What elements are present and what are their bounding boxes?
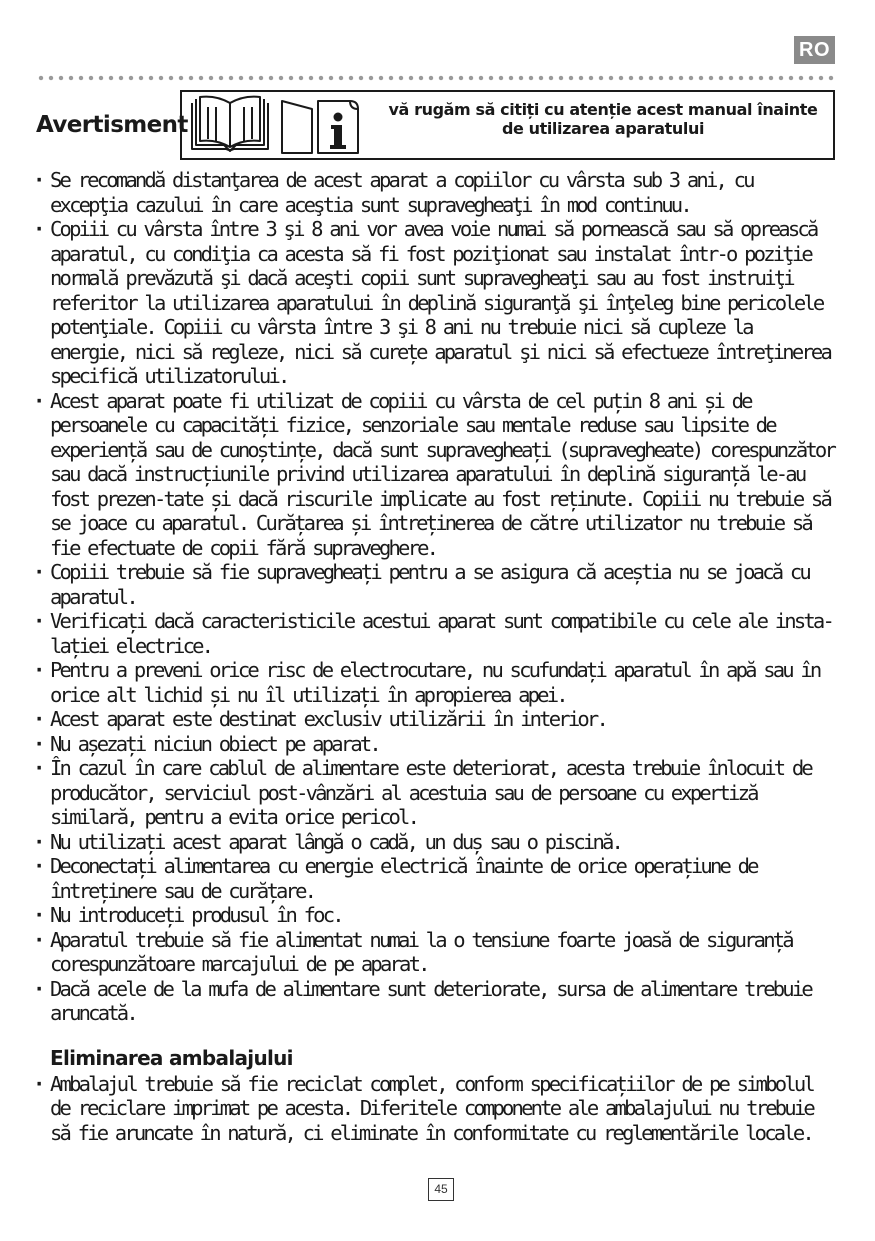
safety-item: · Aparatul trebuie să fie alimentat numai la o tensiune foarte joasă de siguranță corespunzătoare marcajului de pe aparat. xyxy=(36,928,836,977)
packaging-item: · Ambalajul trebuie să fie reciclat complet, conform specificațiilor de pe simbolul de reciclare imprimat pe acesta. Diferitele componente ale ambalajului nu trebuie să fie aruncate în natură, ci eliminate în conformitate cu reglementările locale. xyxy=(36,1072,836,1146)
warning-note-line2: de utilizarea aparatului xyxy=(501,119,705,138)
packaging-list xyxy=(36,1072,836,1146)
safety-item: · Pentru a preveni orice risc de electrocutare, nu scufundați aparatul în apă sau în orice alt lichid și nu îl utilizați în apropierea apei. xyxy=(36,658,836,707)
page-number: 45 xyxy=(428,1178,454,1201)
safety-item: · În cazul în care cablul de alimentare este deteriorat, acesta trebuie înlocuit de producător, serviciul post-vânzări al acestuia sau de persoane cu expertiză similară, pentru a evita orice pericol. xyxy=(36,756,836,830)
safety-item: · Nu utilizați acest aparat lângă o cadă, un duș sau o piscină. xyxy=(36,830,836,855)
info-manual-icon xyxy=(278,95,364,160)
dotted-divider xyxy=(36,75,836,81)
safety-list xyxy=(36,168,836,1026)
safety-item: · Deconectați alimentarea cu energie electrică înainte de orice operațiune de întreținere sau de curățare. xyxy=(36,854,836,903)
safety-item: · Copiii cu vârsta între 3 şi 8 ani vor avea voie numai să pornească sau să oprească aparatul, cu condiţia ca acesta să fi fost poziţionat sau instalat într-o poziţie normală prevăzută şi dacă aceşti copii sunt supravegheaţi sau au fost instruiţi referitor la utilizarea aparatului în deplină siguranţă şi înţeleg bine pericolele potenţiale. Copiii cu vârsta între 3 şi 8 ani nu trebuie nici să cupleze la energie, nici să regleze, nici să curețe aparatul şi nici să efectueze întreţinerea specifică utilizatorului. xyxy=(36,217,836,389)
safety-item: · Se recomandă distanţarea de acest aparat a copiilor cu vârsta sub 3 ani, cu excepţia cazului în care aceştia sunt supravegheaţi în mod continuu. xyxy=(36,168,836,217)
packaging-section-title: Eliminarea ambalajului xyxy=(50,1045,293,1070)
safety-item: · Acest aparat poate fi utilizat de copiii cu vârsta de cel puțin 8 ani și de persoanele cu capacități fizice, senzoriale sau mentale reduse sau lipsite de experiență sau de cunoștințe, dacă sunt supravegheați (supravegheate) corespunzător sau dacă instrucțiunile privind utilizarea aparatului în deplină siguranță le-au fost prezen-tate și dacă riscurile implicate au fost reținute. Copiii nu trebuie să se joace cu aparatul. Curățarea și întreținerea de către utilizator nu trebuie să fie efectuate de copii fără supraveghere. xyxy=(36,389,836,561)
safety-item: · Nu introduceți produsul în foc. xyxy=(36,903,836,928)
warning-box xyxy=(180,90,835,160)
language-badge: RO xyxy=(794,36,835,64)
safety-item: · Nu așezați niciun obiect pe aparat. xyxy=(36,732,836,757)
safety-item: · Verificați dacă caracteristicile acestui aparat sunt compatibile cu cele ale insta-lației electrice. xyxy=(36,609,836,658)
open-book-icon xyxy=(188,95,272,160)
warning-title: Avertisment xyxy=(36,112,188,138)
safety-item: · Dacă acele de la mufa de alimentare sunt deteriorate, sursa de alimentare trebuie aruncată. xyxy=(36,977,836,1026)
warning-note xyxy=(380,100,826,138)
safety-item: · Copiii trebuie să fie supravegheați pentru a se asigura că aceștia nu se joacă cu aparatul. xyxy=(36,560,836,609)
warning-note-line1: vă rugăm să citiți cu atenție acest manual înainte xyxy=(388,100,818,119)
safety-item: · Acest aparat este destinat exclusiv utilizării în interior. xyxy=(36,707,836,732)
safety-content xyxy=(36,168,836,1145)
